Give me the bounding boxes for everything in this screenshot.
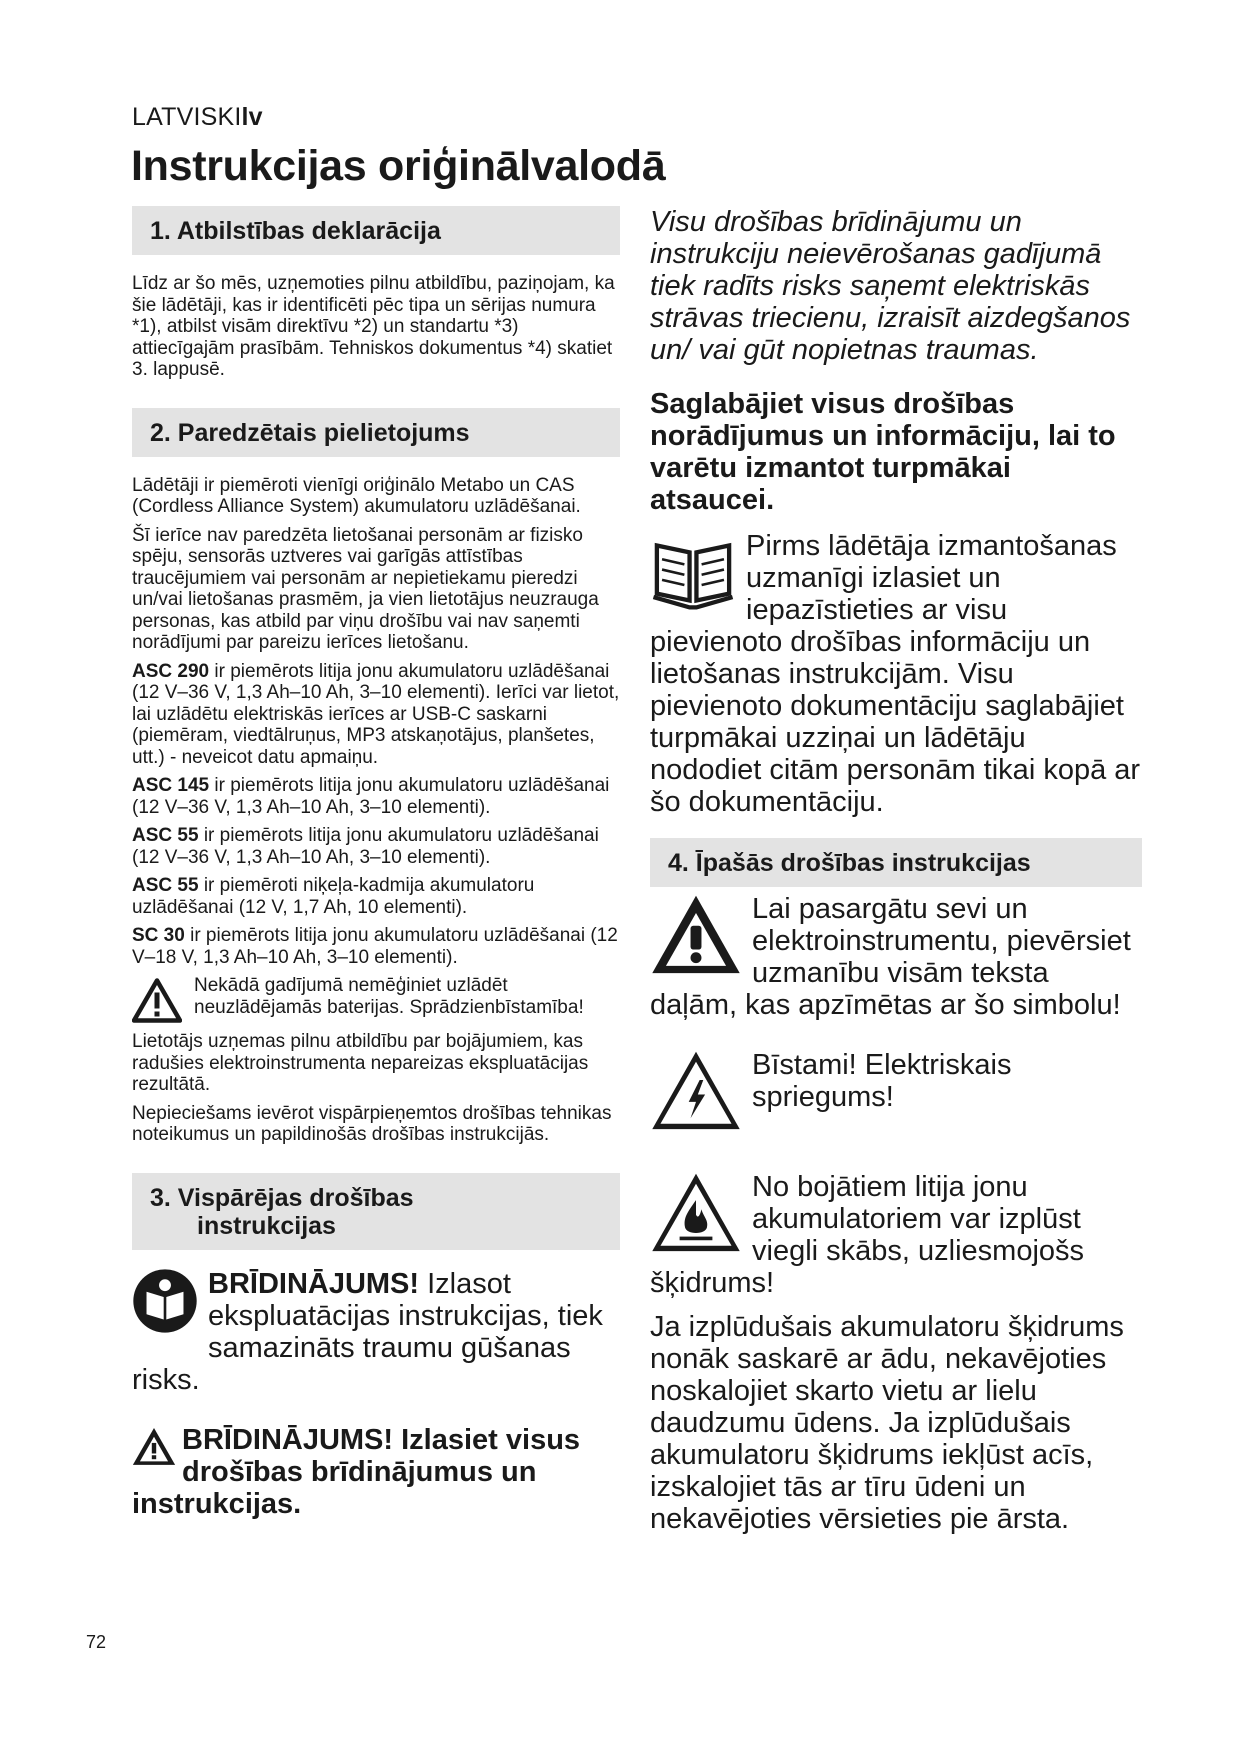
model-desc: ir piemērots litija jonu akumulatoru uzlādēšanai (12 V–36 V, 1,3 Ah–10 Ah, 3–10 elementi). Ierīci var lietot, lai uzlādētu elektriskās ierīces ar USB-C saskarni (piemēram, viedtālruņus, MP3 atskaņotājus, planšetes, utt.) - neveicot datu apmaiņu.	[132, 660, 620, 768]
safety-rules-text: Nepieciešams ievērot vispārpieņemtos drošības tehnikas noteikumus un papildinošās drošības instrukcijās.	[132, 1102, 612, 1145]
warn2-bold-text: BRĪDINĀJUMS! Izlasiet visus drošības brīdinājumus un instrukcijas.	[132, 1423, 581, 1520]
declaration-text: Līdz ar šo mēs, uzņemoties pilnu atbildību, paziņojam, ka šie lādētāji, kas ir identificēti pēc tipa un sērijas numura *1), atbilst visām direktīvu *2) un standartu *3) attiecīgajām prasībām. Tehniskos dokumentus *4) skatiet 3. lappusē.	[132, 273, 615, 380]
model-name: SC 30	[132, 925, 185, 946]
model-name: ASC 55	[132, 825, 199, 846]
read-manual-icon	[132, 1268, 198, 1334]
warn2-italic-text: Visu drošības brīdinājumu un instrukciju neievērošanas gadījumā tiek radīts risks saņemt elektriskās strāvas triecienu, izraisīt aizdegšanos un/ vai gūt nopietnas traumas.	[650, 206, 1131, 366]
read-instructions-text: Pirms lādētāja izmantošanas uzmanīgi izlasiet un iepazīstieties ar visu pievienoto drošības informāciju un lietošanas instrukcijām. Visu pievienoto dokumentāciju saglabājiet turpmākai uzziņai un lādētāju nododiet citām personām tikai kopā ar šo dokumentāciju.	[650, 530, 1141, 818]
model-desc: ir piemēroti niķeļa-kadmija akumulatoru uzlādēšanai (12 V, 1,7 Ah, 10 elementi).	[132, 875, 535, 918]
warning-triangle-icon	[132, 1426, 176, 1466]
section-4-heading: 4. Īpašās drošības instrukcijas	[650, 838, 1142, 887]
leak-instructions-text: Ja izplūdušais akumulatoru šķidrums nonāk saskarē ar ādu, nekavējoties noskalojiet skarto vietu ar lielu daudzumu ūdens. Ja izplūdušais akumulatoru šķidrums iekļūst acīs, izskalojiet tās ar tīru ūdeni un nekavējoties vērsieties pie ārsta.	[650, 1311, 1124, 1535]
model-asc55-nicd	[132, 875, 620, 918]
section-1-body	[132, 273, 620, 381]
electric-hazard-icon	[650, 1049, 742, 1131]
liability-text: Lietotājs uzņemas pilnu atbildību par bojājumiem, kas radušies elektroinstrumenta nepareizas ekspluatācijas rezultātā.	[132, 1031, 589, 1095]
model-desc: ir piemērots litija jonu akumulatoru uzlādēšanai (12 V–36 V, 1,3 Ah–10 Ah, 3–10 elementi).	[132, 825, 599, 868]
model-desc: ir piemērots litija jonu akumulatoru uzlādēšanai (12 V–36 V, 1,3 Ah–10 Ah, 3–10 elementi).	[132, 775, 610, 818]
flammable-warning	[650, 1171, 1142, 1299]
model-asc290	[132, 661, 620, 769]
section-3-heading-line2: instrukcijas	[197, 1211, 336, 1240]
language-code: lv	[241, 103, 263, 131]
language-name: LATVISKI	[132, 103, 242, 131]
section-3-heading	[132, 1173, 620, 1250]
voltage-warning-text: Bīstami! Elektriskais spriegums!	[752, 1049, 1012, 1113]
warn1-body: Izlasot ekspluatācijas instrukcijas, tiek samazināts traumu gūšanas risks.	[132, 1267, 603, 1396]
model-name: ASC 55	[132, 875, 199, 896]
read-all-warning	[132, 1424, 620, 1520]
voltage-warning	[650, 1049, 1142, 1131]
flammable-warning-text: No bojātiem litija jonu akumulatoriem var izplūst viegli skābs, uzliesmojošs šķidrums!	[650, 1171, 1085, 1299]
symbol-warning-text: Lai pasargātu sevi un elektroinstrumentu, pievērsiet uzmanību visām teksta daļām, kas apzīmētas ar šo simbolu!	[650, 893, 1131, 1021]
section-2-heading: 2. Paredzētais pielietojums	[132, 408, 620, 457]
battery-warning	[132, 975, 620, 1025]
warn1-text	[132, 1268, 620, 1396]
read-manual-warning	[132, 1268, 620, 1396]
page-title: Instrukcijas oriģinālvalodā	[131, 142, 666, 190]
flammable-icon	[650, 1171, 742, 1253]
section-2-body	[132, 475, 620, 1146]
model-asc145	[132, 775, 620, 818]
model-desc: ir piemērots litija jonu akumulatoru uzlādēšanai (12 V–18 V, 1,3 Ah–10 Ah, 3–10 elementi).	[132, 925, 618, 968]
page-number: 72	[86, 1632, 107, 1652]
right-column	[650, 206, 1142, 1535]
left-column	[132, 206, 620, 1520]
model-asc55-liion	[132, 825, 620, 868]
model-name: ASC 145	[132, 775, 210, 796]
read-instructions-block	[650, 530, 1142, 818]
model-name: ASC 290	[132, 660, 210, 682]
section-3-heading-line1: 3. Vispārējas drošības	[150, 1183, 414, 1212]
intended-use-text: Lādētāji ir piemēroti vienīgi oriģinālo Metabo un CAS (Cordless Alliance System) akumulatoru uzlādēšanai.	[132, 474, 581, 517]
warning-triangle-icon	[132, 977, 182, 1023]
persons-warning-text: Šī ierīce nav paredzēta lietošanai personām ar fizisko spēju, sensorās uztveres vai garīgās attīstības traucējumiem vai personām ar nepietiekamu pieredzi un/vai lietošanas prasmēm, ja vien lietotājus neuzrauga personas, kas atbild par viņu drošību vai nav saņemti norādījumi par pareizu ierīces lietošanu.	[132, 524, 599, 653]
language-label	[132, 103, 263, 132]
section-1-heading: 1. Atbilstības deklarācija	[132, 206, 620, 255]
model-sc30	[132, 925, 620, 968]
warning-triangle-icon	[650, 893, 742, 975]
warn1-bold: BRĪDINĀJUMS!	[208, 1267, 420, 1300]
keep-instructions-text: Saglabājiet visus drošības norādījumus un informāciju, lai to varētu izmantot turpmākai atsaucei.	[650, 388, 1116, 516]
open-book-icon	[650, 530, 736, 616]
symbol-warning	[650, 893, 1142, 1021]
battery-warning-text: Nekādā gadījumā nemēģiniet uzlādēt neuzlādējamās baterijas. Sprādzienbīstamība!	[194, 975, 584, 1018]
